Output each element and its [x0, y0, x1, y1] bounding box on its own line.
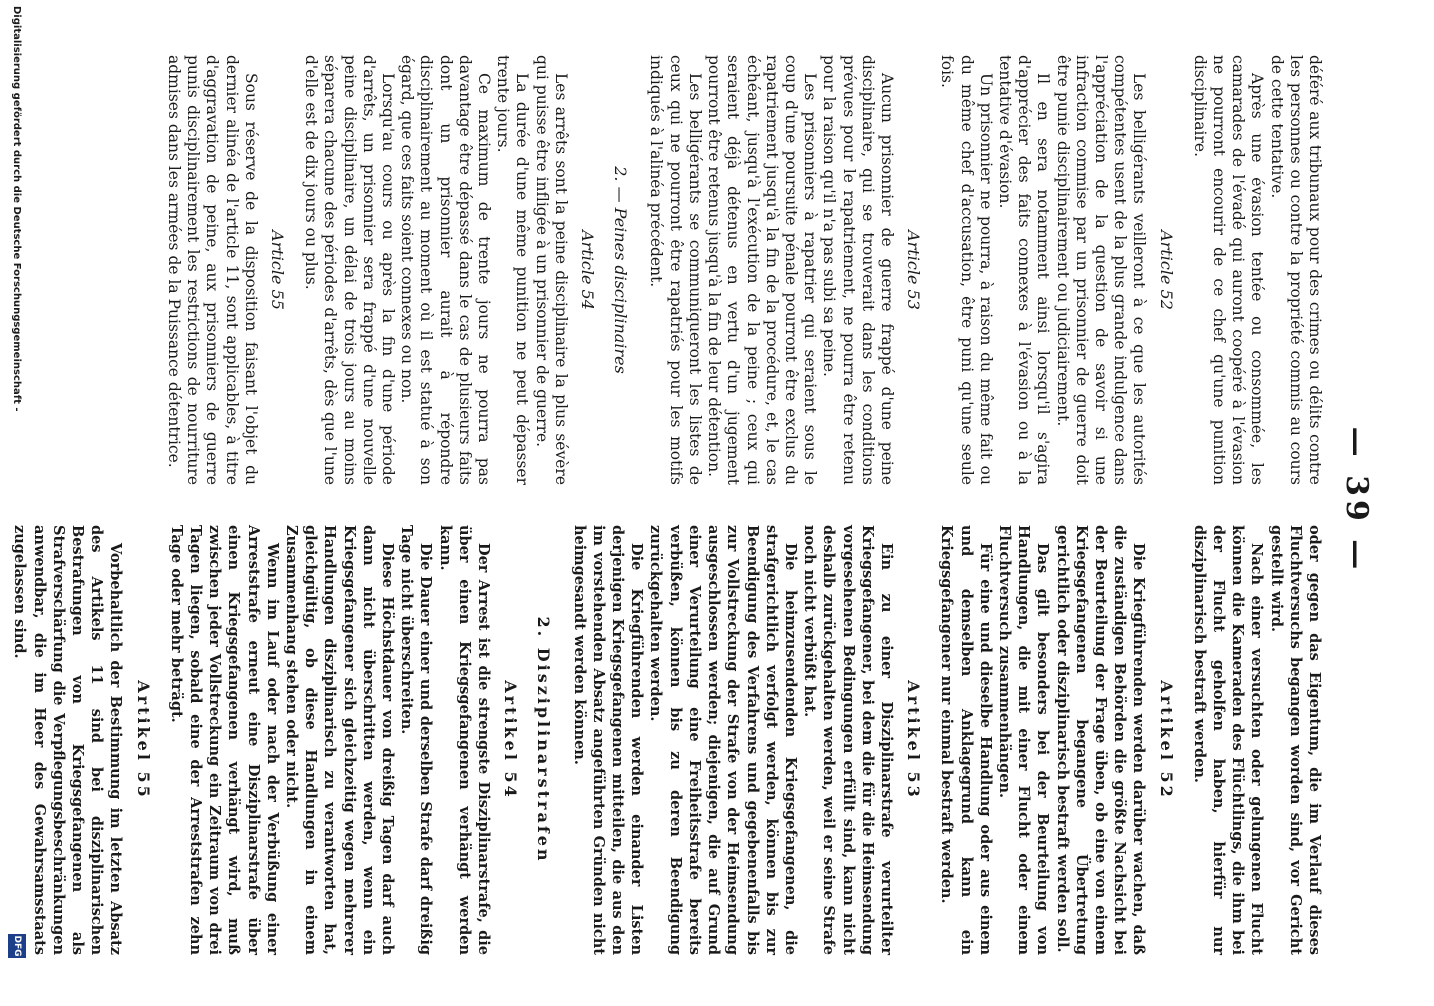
fr-article52-paragraphs — [937, 55, 1148, 485]
fr-article54-paragraphs — [301, 55, 570, 485]
paragraph: Vorbehaltlich der Bestimmung im letzten Absatz des Artikels 11 sind bei disziplinarischen Bestrafungen von Kriegsgefangenen als Strafverschärfung die Verpflegungsbeschränkungen anwendbar, die im Heer des Gewahrsamsstaats zugelassen sind. — [11, 525, 125, 955]
fr-section2-heading: 2. — Peines disciplinaires — [611, 166, 631, 374]
fr-article55-heading: Article 55 — [268, 230, 288, 310]
paragraph: oder gegen das Eigentum, die im Verlauf dieses Fluchtversuchs begangen worden sind, vor Gericht gestellt wird. — [1267, 525, 1323, 955]
de-top-paragraphs — [1190, 525, 1324, 955]
paragraph: Der Arrest ist die strengste Disziplinarstrafe, die über einen Kriegsgefangenen verhängt werden kann. — [436, 525, 493, 955]
fr-article55-paragraphs — [164, 55, 260, 485]
fr-article53-paragraphs — [646, 55, 896, 485]
paragraph: Ce maximum de trente jours ne pourra pas davantage être dépassé dans le cas de plusieurs faits dont un prisonnier aurait à répondre disciplinairement au moment où il est statué à son égard, que ces faits soient connexes ou non. — [398, 55, 494, 485]
de-article53-paragraphs — [569, 525, 895, 955]
de-section2-heading: 2. Disziplinarstrafen — [534, 616, 554, 864]
fr-article53-heading: Article 53 — [904, 230, 924, 310]
de-article54-paragraphs — [167, 525, 493, 955]
fr-article54-heading: Article 54 — [578, 230, 598, 310]
german-column — [10, 525, 1324, 955]
paragraph: Sous réserve de la disposition faisant l'objet du dernier alinéa de l'article 11, sont applicables, à titre d'aggravation de peine, aux prisonniers de guerre punis disciplinairement les restrictions de nourriture admises dans les armées de la Puissance détentrice. — [165, 55, 260, 485]
dfg-logo: DFG — [8, 934, 26, 958]
paragraph: Lorsqu'au cours ou après la fin d'une période d'arrêts, un prisonnier sera frappé d'une nouvelle peine disciplinaire, un délai de trois jours au moins séparera chacune des périodes d'arrêts, dès que l'une d'elle est de dix jours ou plus. — [302, 55, 398, 485]
paragraph: Ein zu einer Disziplinarstrafe verurteilter Kriegsgefangener, bei dem die für die Heimsendung vorgesehenen Bedingungen erfüllt sind, kann nicht deshalb zurückgehalten werden, weil er seine Strafe noch nicht verbüßt hat. — [801, 525, 895, 955]
paragraph: Wenn im Lauf oder nach der Verbüßung einer Arreststrafe erneut eine Disziplinarstrafe über einen Kriegsgefangenen verhängt wird, muß zwischen jeder Vollstreckung ein Zeitraum von drei Tagen liegen, sobald eine der Arreststrafen zehn Tage oder mehr beträgt. — [167, 525, 281, 955]
fr-top-paragraphs — [1190, 55, 1324, 485]
paragraph: Les belligérants veilleront à ce que les autorités compétentes usent de la plus grande indulgence dans l'appréciation de la question de savoir si une infraction commise par un prisonnier de guerre doit être punie disciplinairement ou judiciairement. — [1053, 55, 1149, 485]
paragraph: Diese Höchstdauer von dreißig Tagen darf auch dann nicht überschritten werden, wenn ein Kriegsgefangener sich gleichzeitig wegen mehrerer Handlungen disziplinarisch zu verantworten hat, gleichgültig, ob diese Handlungen in einem Zusammenhang stehen oder nicht. — [283, 525, 397, 955]
paragraph: Die Kriegführenden werden einander Listen derjenigen Kriegsgefangenen mitteilen, die aus den im vorstehenden Absatz angeführten Gründen nicht heimgesandt werden können. — [570, 525, 646, 955]
paragraph: Un prisonnier ne pourra, à raison du même fait ou du même chef d'accusation, être puni qu'une seule fois. — [938, 55, 995, 485]
paragraph: Die Kriegführenden werden darüber wachen, daß die zuständigen Behörden die größte Nachsicht bei der Beurteilung der Frage üben, ob eine von einem Kriegsgefangenen begangene Übertretung gerichtlich oder disziplinarisch bestraft werden soll. — [1053, 525, 1148, 955]
paragraph: Nach einer versuchten oder gelungenen Flucht können die Kameraden des Flüchtlings, die ihm bei der Flucht geholfen haben, hierfür nur disziplinarisch bestraft werden. — [1190, 525, 1266, 955]
french-column — [164, 55, 1324, 485]
paragraph: Das gilt besonders bei der Beurteilung von Handlungen, die mit einer Flucht oder einem Fluchtversuch zusammenhängen. — [995, 525, 1052, 955]
paragraph: Die heimzusendenden Kriegsgefangenen, die strafgerichtlich verfolgt werden, können bis zur Beendigung des Verfahrens und gegebenenfalls bis zur Vollstreckung der Strafe von der Heimsendung ausgeschlossen werden; diejenigen, die auf Grund einer Verurteilung eine Freiheitsstrafe bereits verbüßen, können bis zu deren Beendigung zurückgehalten werden. — [647, 525, 799, 955]
paragraph: Il en sera notamment ainsi lorsqu'il s'agira d'apprécier des faits connexes à l'évasion ou à la tentative d'évasion. — [995, 55, 1053, 485]
paragraph: Aucun prisonnier de guerre frappé d'une peine disciplinaire, qui se trouverait dans les conditions prévues pour le rapatriement, ne pourra être retenu pour la raison qu'il n'a pas subi sa peine. — [820, 55, 896, 485]
fr-article52-heading: Article 52 — [1156, 230, 1176, 310]
de-article52-paragraphs — [937, 525, 1148, 955]
page-number: — 39 — — [1339, 426, 1374, 574]
paragraph: Les arrêts sont la peine disciplinaire la plus sévère qui puisse être infligée à un prisonnier de guerre. — [532, 55, 570, 485]
paragraph: Die Dauer einer und derselben Strafe darf dreißig Tage nicht überschreiten. — [398, 525, 435, 955]
de-article55-heading: Artikel 55 — [133, 680, 153, 800]
de-article55-paragraphs — [10, 525, 125, 955]
paragraph: La durée d'une même punition ne peut dépasser trente jours. — [494, 55, 532, 485]
paragraph: Après une évasion tentée ou consommée, les camarades de l'évadé qui auront coopéré à l'évasion ne pourront encourir de ce chef qu'une punition disciplinaire. — [1190, 55, 1267, 485]
digitization-credit: Digitalisierung gefördert durch die Deutsche Forschungsgemeinschaft - — [11, 6, 22, 412]
de-article54-heading: Artikel 54 — [501, 680, 521, 800]
de-article52-heading: Artikel 52 — [1156, 680, 1176, 800]
paragraph: Für eine und dieselbe Handlung oder aus einem und demselben Anklagegrund kann ein Kriegsgefangener nur einmal bestraft werden. — [938, 525, 994, 955]
paragraph: Les prisonniers à rapatrier qui seraient sous le coup d'une poursuite pénale pourront être exclus du rapatriement jusqu'à la fin de la procédure, et, le cas échéant, jusqu'à l'exécution de la peine ; ceux qui seraient déjà détenus en vertu d'un jugement pourront être retenus jusqu'à la fin de leur détention. — [705, 55, 820, 485]
paragraph: déféré aux tribunaux pour des crimes ou délits contre les personnes ou contre la propriété commis au cours de cette tentative. — [1267, 55, 1324, 485]
paragraph: Les belligérants se communiqueront les listes de ceux qui ne pourront être rapatriés pour les motifs indiqués à l'alinéa précédent. — [647, 55, 704, 485]
de-article53-heading: Artikel 53 — [904, 680, 924, 800]
